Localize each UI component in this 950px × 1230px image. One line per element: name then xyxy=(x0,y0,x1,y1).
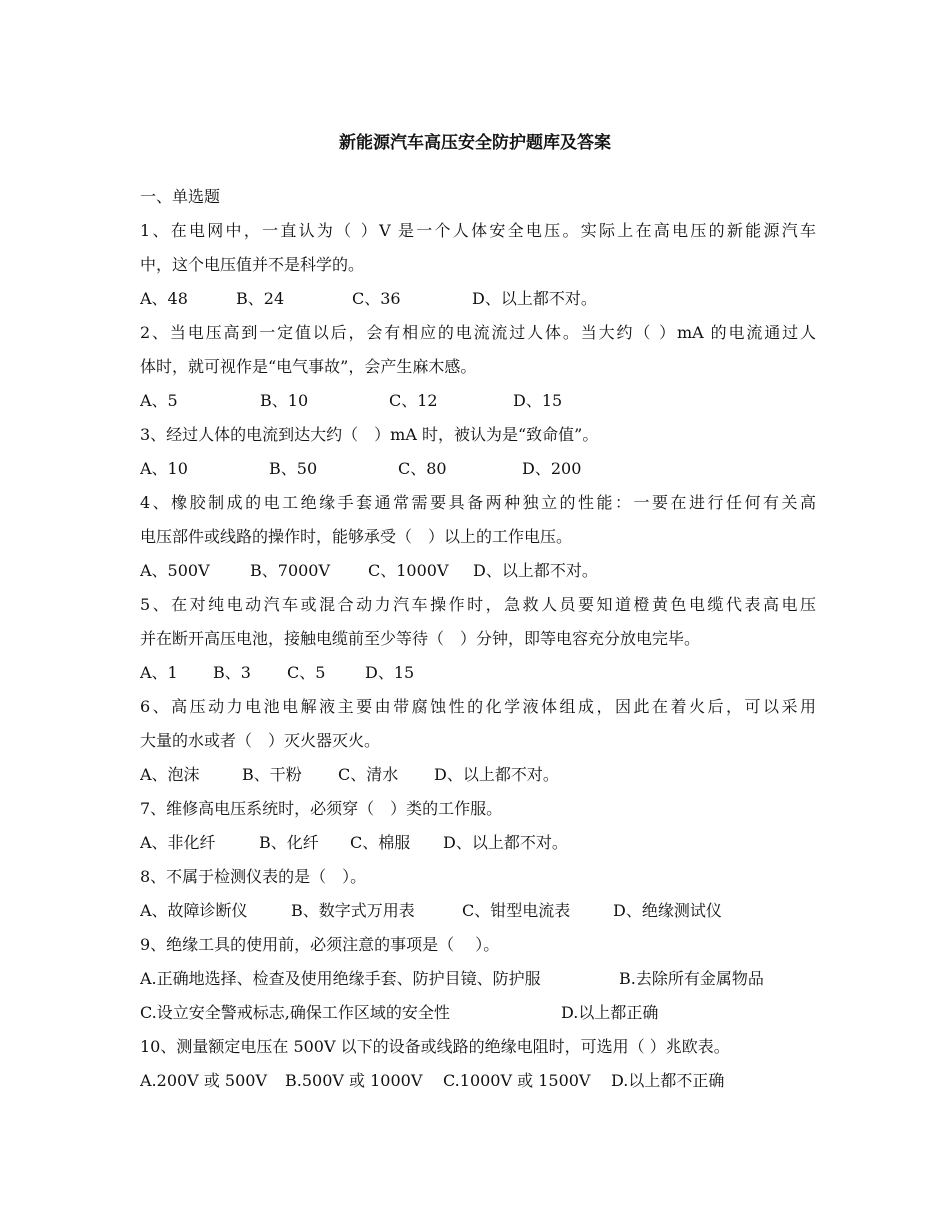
question-7-text: 7、维修高电压系统时，必须穿（ ）类的工作服。 xyxy=(140,799,503,818)
option-d: D.以上都不正确 xyxy=(611,1071,725,1090)
option-c: C、1000V xyxy=(368,561,449,580)
question-2-text-line1: 2、当电压高到一定值以后，会有相应的电流流过人体。当大约（ ）mA 的电流通过人 xyxy=(140,323,816,342)
option-c: C、5 xyxy=(287,663,326,682)
option-b: B、10 xyxy=(260,391,309,410)
question-9-options-row1 xyxy=(140,962,816,996)
option-a: A、10 xyxy=(140,459,188,478)
option-b: B、7000V xyxy=(250,561,331,580)
option-b: B.去除所有金属物品 xyxy=(619,969,764,988)
option-a: A.200V 或 500V xyxy=(140,1071,268,1090)
question-1-text-line1: 1、在电网中，一直认为（ ）V 是一个人体安全电压。实际上在高电压的新能源汽车 xyxy=(140,221,816,240)
option-d: D、以上都不对。 xyxy=(472,289,597,308)
option-b: B、化纤 xyxy=(259,833,319,852)
question-6-text-line1: 6、高压动力电池电解液主要由带腐蚀性的化学液体组成，因此在着火后，可以采用 xyxy=(140,697,816,716)
question-2-text-line2: 体时，就可视作是“电气事故”，会产生麻木感。 xyxy=(140,357,477,376)
question-7-options xyxy=(140,826,816,860)
question-9-options-row2 xyxy=(140,996,816,1030)
question-3-text: 3、经过人体的电流到达大约（ ）mA 时，被认为是“致命值”。 xyxy=(140,425,599,444)
option-a: A、500V xyxy=(140,561,210,580)
question-9-text: 9、绝缘工具的使用前，必须注意的事项是（ ）。 xyxy=(140,935,500,954)
question-2-options xyxy=(140,384,816,418)
option-c: C.1000V 或 1500V xyxy=(443,1071,591,1090)
option-d: D.以上都正确 xyxy=(561,1003,659,1022)
question-4-options xyxy=(140,554,816,588)
option-a: A、泡沫 xyxy=(140,765,200,784)
question-6-options xyxy=(140,758,816,792)
option-d: D、以上都不对。 xyxy=(443,833,568,852)
option-b: B.500V 或 1000V xyxy=(285,1071,423,1090)
option-c: C、80 xyxy=(398,459,447,478)
option-a: A、故障诊断仪 xyxy=(140,901,248,920)
question-8-text: 8、不属于检测仪表的是（ ）。 xyxy=(140,867,367,886)
section-heading: 一、单选题 xyxy=(140,187,221,206)
option-a: A、1 xyxy=(140,663,178,682)
option-c: C、棉服 xyxy=(350,833,411,852)
option-a: A.正确地选择、检查及使用绝缘手套、防护目镜、防护服 xyxy=(140,969,541,988)
question-5-text-line2: 并在断开高压电池，接触电缆前至少等待（ ）分钟，即等电容充分放电完毕。 xyxy=(140,629,701,648)
option-c: C、钳型电流表 xyxy=(462,901,571,920)
option-b: B、3 xyxy=(213,663,251,682)
option-b: B、数字式万用表 xyxy=(291,901,415,920)
question-1-text-line2: 中，这个电压值并不是科学的。 xyxy=(140,255,365,274)
question-10-options xyxy=(140,1064,816,1098)
question-3-options xyxy=(140,452,816,486)
option-d: D、200 xyxy=(522,459,582,478)
option-c: C、清水 xyxy=(338,765,399,784)
option-c: C、36 xyxy=(352,289,401,308)
option-d: D、绝缘测试仪 xyxy=(613,901,722,920)
question-8-options xyxy=(140,894,816,928)
question-4-text-line1: 4、橡胶制成的电工绝缘手套通常需要具备两种独立的性能：一要在进行任何有关高 xyxy=(140,493,816,512)
question-6-text-line2: 大量的水或者（ ）灭火器灭火。 xyxy=(140,731,381,750)
option-b: B、干粉 xyxy=(242,765,302,784)
option-a: A、5 xyxy=(140,391,178,410)
document-title: 新能源汽车高压安全防护题库及答案 xyxy=(339,133,611,153)
question-5-options xyxy=(140,656,816,690)
question-10-text: 10、测量额定电压在 500V 以下的设备或线路的绝缘电阻时，可选用（ ）兆欧表。 xyxy=(140,1037,730,1056)
option-a: A、非化纤 xyxy=(140,833,216,852)
option-c: C.设立安全警戒标志,确保工作区域的安全性 xyxy=(140,1003,450,1022)
question-4-text-line2: 电压部件或线路的操作时，能够承受（ ）以上的工作电压。 xyxy=(140,527,573,546)
option-a: A、48 xyxy=(140,289,188,308)
option-b: B、50 xyxy=(269,459,318,478)
option-d: D、以上都不对。 xyxy=(434,765,559,784)
option-c: C、12 xyxy=(389,391,438,410)
question-5-text-line1: 5、在对纯电动汽车或混合动力汽车操作时，急救人员要知道橙黄色电缆代表高电压 xyxy=(140,595,816,614)
option-d: D、以上都不对。 xyxy=(473,561,598,580)
question-1-options xyxy=(140,282,816,316)
option-b: B、24 xyxy=(236,289,285,308)
option-d: D、15 xyxy=(513,391,563,410)
question-list xyxy=(140,180,816,1098)
option-d: D、15 xyxy=(365,663,415,682)
